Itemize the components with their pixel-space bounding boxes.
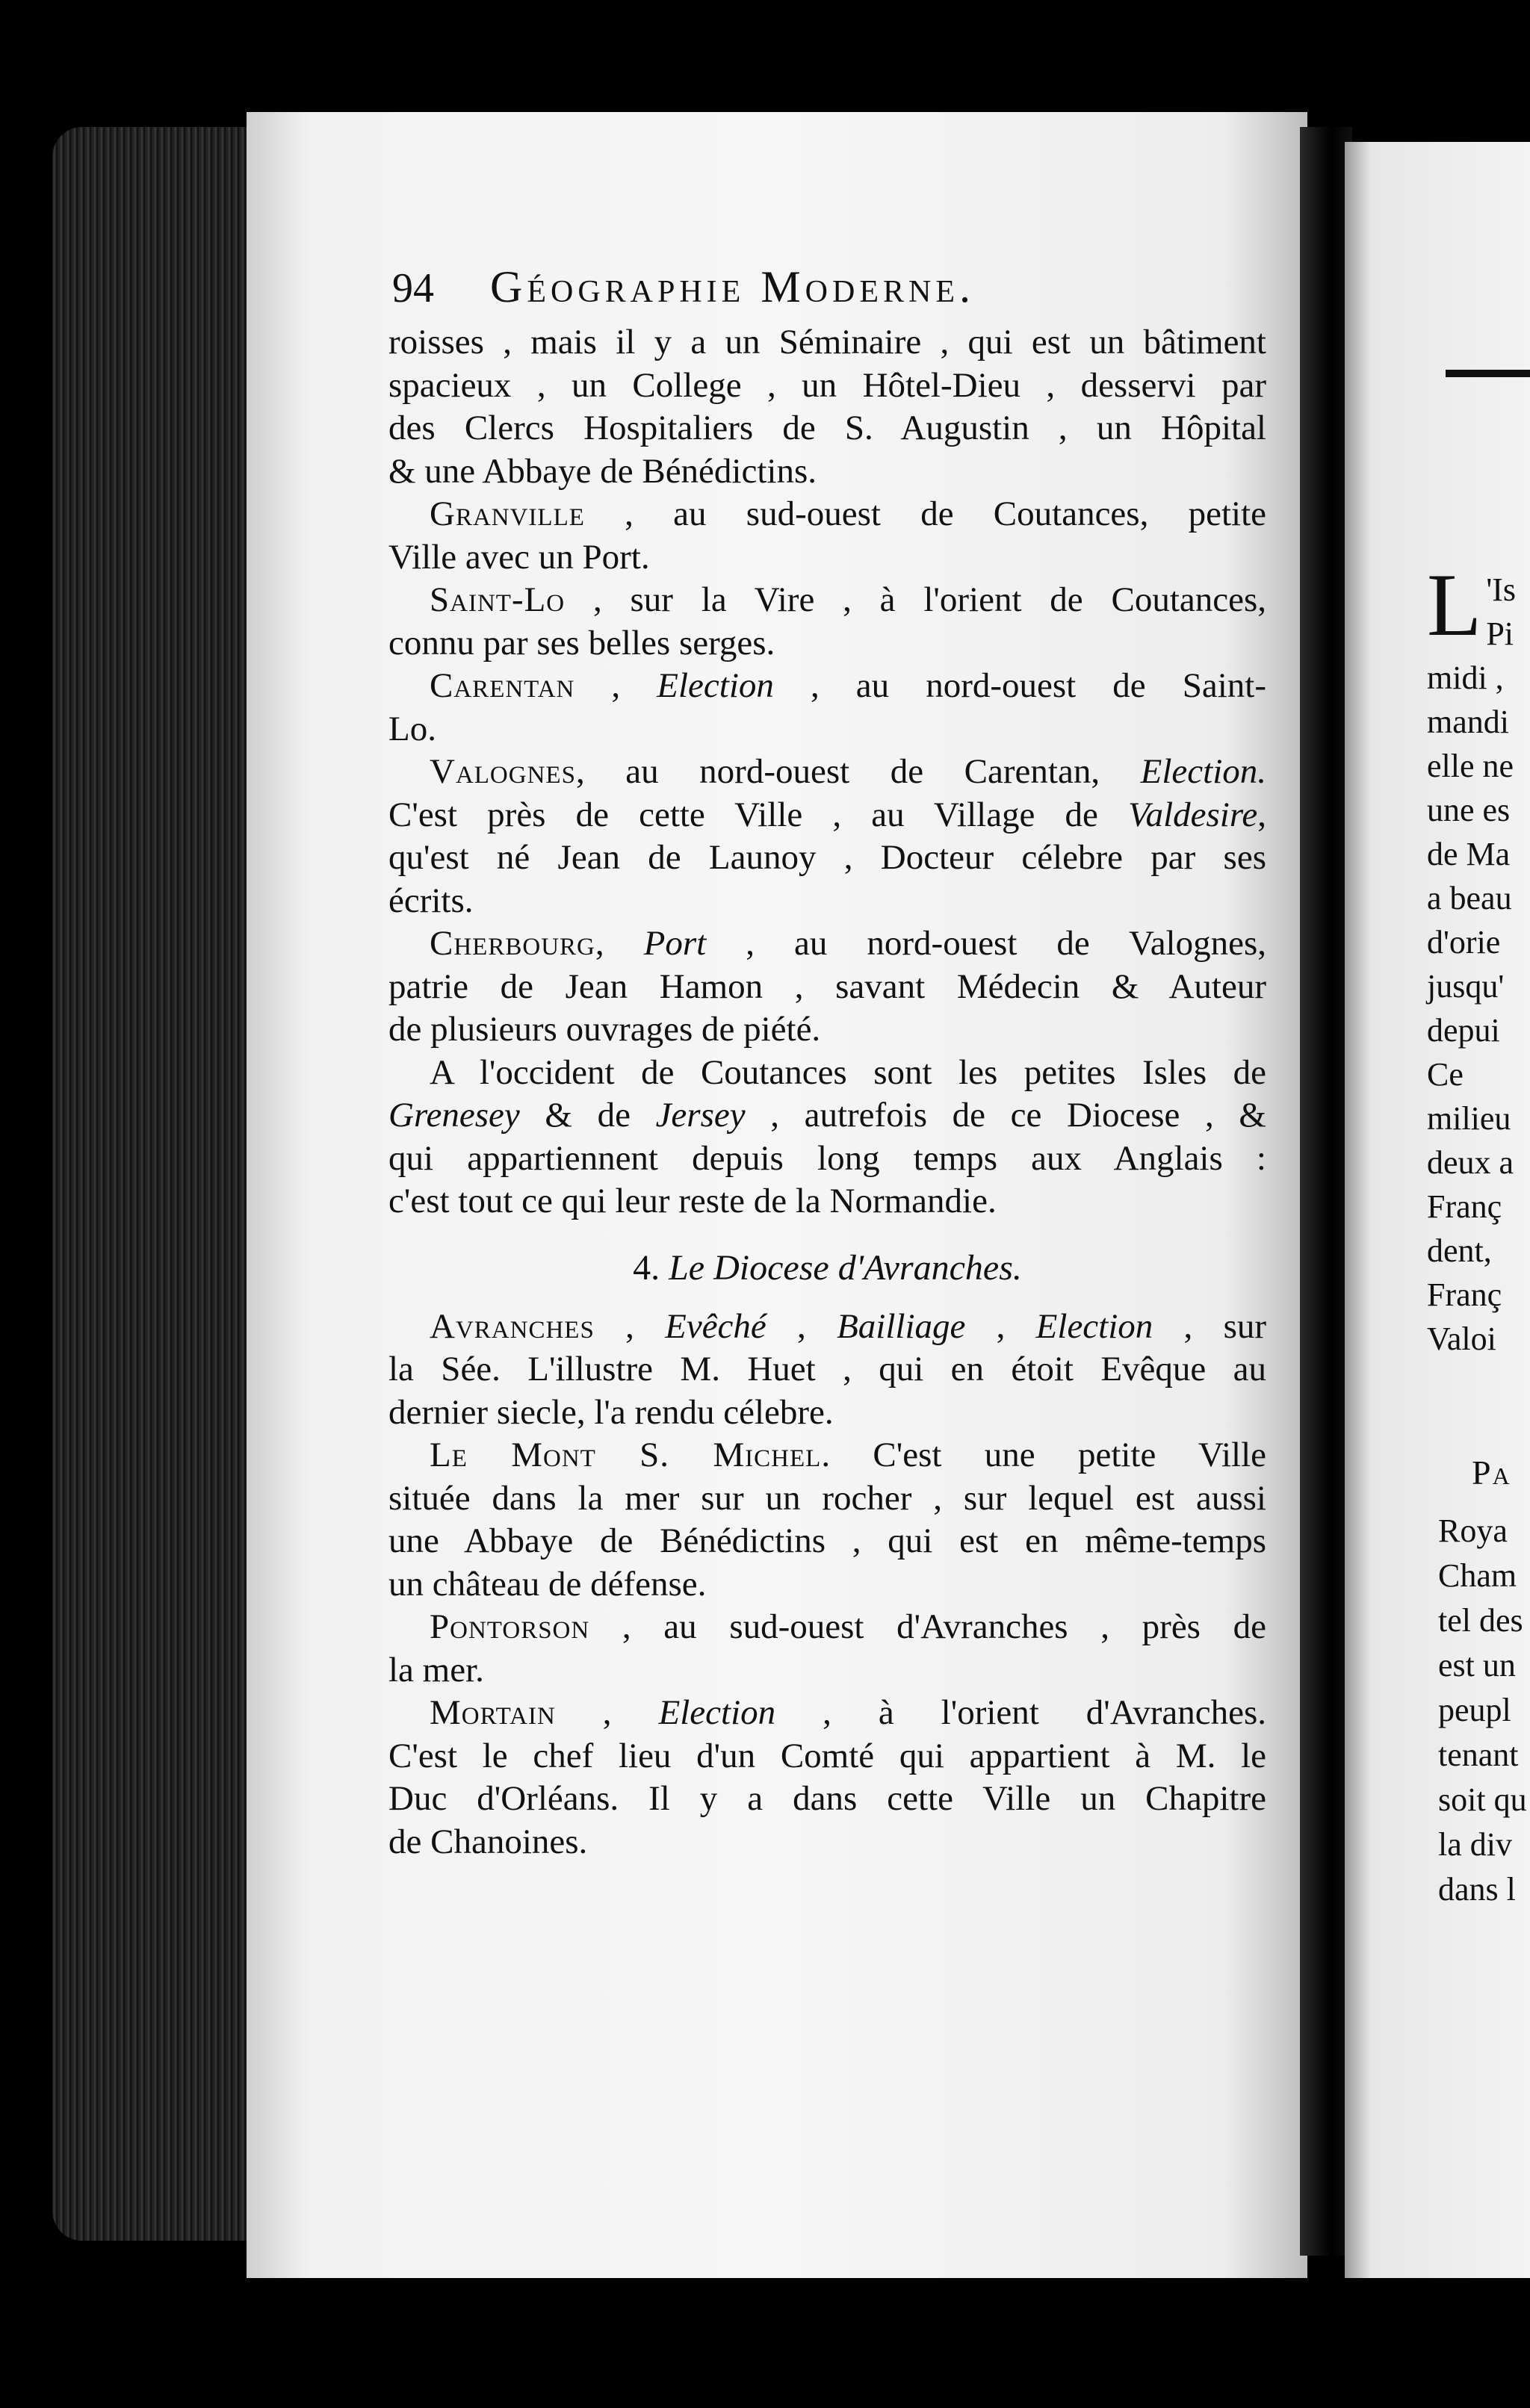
page-number: 94 (392, 265, 434, 311)
right-page-line: peupl (1438, 1692, 1511, 1728)
right-page-line: est un (1438, 1647, 1516, 1684)
right-page-lines (1427, 555, 1530, 1361)
right-page-line: deux a (1427, 1144, 1514, 1181)
text-line: connu par ses belles serges. (388, 623, 775, 662)
text-line: Cherbourg, Port , au nord-ouest de Valognes, (430, 924, 1266, 963)
text-line: C'est près de cette Ville , au Village de Valdesire, (388, 795, 1266, 834)
text-line: Mortain , Election , à l'orient d'Avranches. (430, 1693, 1266, 1732)
text-line: A l'occident de Coutances sont les petites Isles de (430, 1052, 1266, 1092)
text-line: dernier siecle, l'a rendu célebre. (388, 1392, 834, 1432)
text-line: Pontorson , au sud-ouest d'Avranches , près de (430, 1607, 1266, 1646)
text-line: Saint-Lo , sur la Vire , à l'orient de Coutances, (430, 580, 1266, 619)
right-page-line: la div (1438, 1826, 1512, 1863)
section-number: 4. (633, 1247, 660, 1288)
text-line: une Abbaye de Bénédictins , qui est en même-temps (388, 1521, 1266, 1560)
text-line: roisses , mais il y a un Séminaire , qui est un bâtiment (388, 323, 1266, 361)
text-line: qu'est né Jean de Launoy , Docteur célebre par ses (388, 838, 1266, 877)
right-page-line: Franç (1427, 1188, 1502, 1225)
text-line: Valognes, au nord-ouest de Carentan, Election. (430, 752, 1266, 791)
right-page-line: Pi (1486, 615, 1514, 652)
body-text (388, 321, 1266, 1864)
right-page-line: d'orie (1427, 924, 1501, 961)
text-line: & une Abbaye de Bénédictins. (388, 451, 817, 491)
text-line: C'est le chef lieu d'un Comté qui appartient à M. le (388, 1736, 1266, 1775)
right-page-line: jusqu' (1427, 968, 1505, 1005)
right-page-line: Ce (1427, 1056, 1464, 1093)
dropcap: L (1427, 555, 1482, 654)
right-page-line: Valoi (1427, 1321, 1496, 1357)
right-page-line: Roya (1438, 1512, 1508, 1549)
right-page-line: tenant (1438, 1737, 1519, 1773)
right-page-line: a beau (1427, 880, 1512, 916)
right-page-line: de Ma (1427, 836, 1511, 872)
text-line: c'est tout ce qui leur reste de la Normandie. (388, 1182, 997, 1220)
text-line: Carentan , Election , au nord-ouest de Saint- (430, 666, 1266, 705)
text-line: Ville avec un Port. (388, 537, 650, 577)
right-page-line: dans l (1438, 1871, 1516, 1908)
text-line: de plusieurs ouvrages de piété. (388, 1010, 821, 1049)
text-block-normandy (388, 321, 1266, 1223)
text-line: de Chanoines. (388, 1822, 588, 1861)
right-page-lines-2 (1438, 1509, 1530, 1912)
right-page-rule (1446, 370, 1530, 377)
right-page-line: Cham (1438, 1557, 1517, 1594)
right-page-line: milieu (1427, 1100, 1511, 1137)
running-header (392, 261, 1274, 321)
text-line: la Sée. L'illustre M. Huet , qui en étoit Evêque au (388, 1350, 1266, 1388)
section-heading (388, 1223, 1266, 1306)
text-line: située dans la mer sur un rocher , sur lequel est aussi (388, 1478, 1266, 1518)
text-line: Duc d'Orléans. Il y a dans cette Ville un Chapitre (388, 1779, 1266, 1818)
text-line: écrits. (388, 881, 474, 920)
right-page-line: depui (1427, 1012, 1500, 1049)
right-page-column (1427, 555, 1530, 1361)
right-page-line: 'Is (1486, 571, 1517, 608)
text-line: Grenesey & de Jersey , autrefois de ce Diocese , & (388, 1096, 1266, 1135)
right-page-line: elle ne (1427, 748, 1514, 784)
right-page-line: Franç (1427, 1276, 1502, 1313)
text-line: patrie de Jean Hamon , savant Médecin & Auteur (388, 966, 1266, 1006)
text-line: Lo. (388, 709, 436, 748)
text-line: la mer. (388, 1650, 484, 1689)
right-page-line: mandi (1427, 704, 1509, 740)
right-page-line: midi , (1427, 660, 1504, 696)
book-fore-edge (52, 127, 254, 2241)
text-line: Le Mont S. Michel. C'est une petite Ville (430, 1436, 1266, 1474)
right-page-line: soit qu (1438, 1781, 1527, 1818)
text-block-avranches (388, 1306, 1266, 1864)
text-line: Avranches , Evêché , Bailliage , Election , sur (430, 1306, 1266, 1346)
right-page-line: une es (1427, 792, 1511, 828)
section-title: Le Diocese d'Avranches. (669, 1247, 1022, 1288)
text-line: des Clercs Hospitaliers de S. Augustin , un Hôpital (388, 409, 1266, 447)
text-line: un château de défense. (388, 1564, 707, 1604)
right-page-heading: Pa (1472, 1453, 1511, 1492)
text-line: qui appartiennent depuis long temps aux Anglais : (388, 1138, 1266, 1178)
running-title: Géographie Moderne. (490, 262, 975, 311)
text-line: Granville , au sud-ouest de Coutances, petite (430, 494, 1266, 533)
right-page-line: tel des (1438, 1602, 1523, 1639)
right-page-line: dent, (1427, 1232, 1492, 1269)
text-line: spacieux , un College , un Hôtel-Dieu , desservi par (388, 365, 1266, 405)
